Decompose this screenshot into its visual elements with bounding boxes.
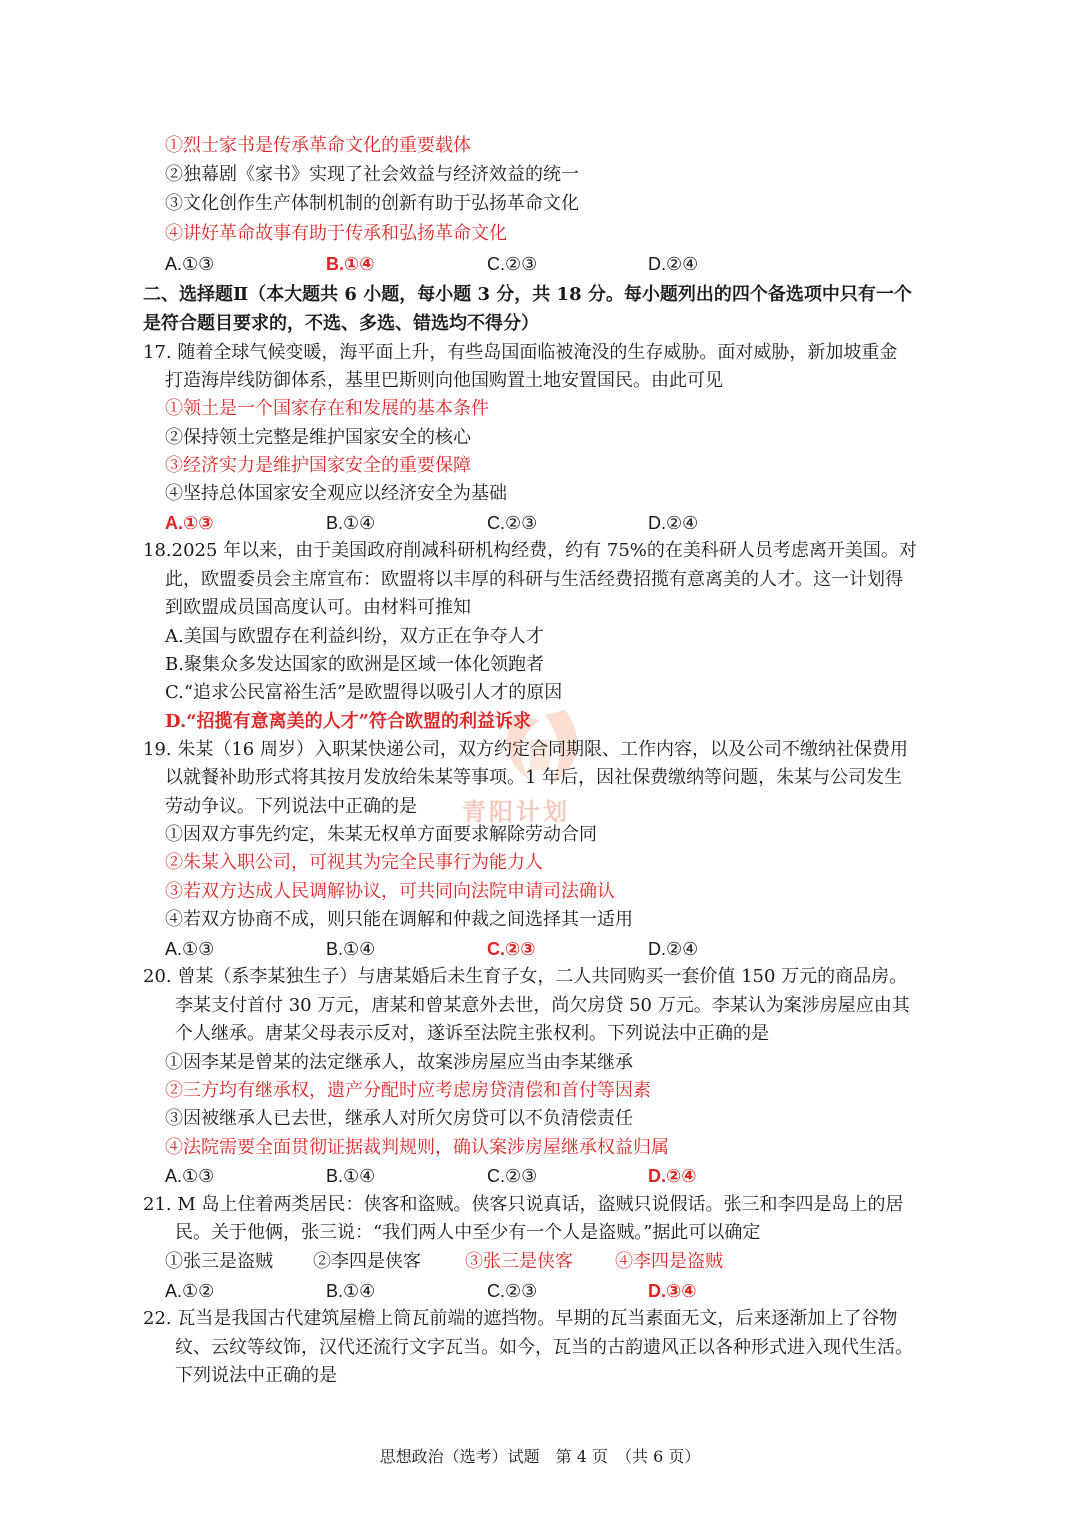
q20-option-d: D.②④ xyxy=(648,1166,697,1186)
q19-statement-3: ③若双方达成人民调解协议，可共同向法院申请司法确认 xyxy=(165,881,615,902)
q20-statement-1: ①因李某是曾某的法定继承人，故案涉房屋应当由李某继承 xyxy=(165,1052,633,1073)
q20-stem-line-1: 20. 曾某（系李某独生子）与唐某婚后未生育子女，二人共同购买一套价值 150 万元的商品房。 xyxy=(143,966,908,987)
q17-option-a: A.①③ xyxy=(165,513,214,533)
q18-option-b: B.聚集众多发达国家的欧洲是区域一体化领跑者 xyxy=(165,654,544,675)
q18-stem-line-2: 此，欧盟委员会主席宣布：欧盟将以丰厚的科研与生活经费招揽有意离美的人才。这一计划得 xyxy=(165,569,903,590)
q18-option-d: D.“招揽有意离美的人才”符合欧盟的利益诉求 xyxy=(165,711,531,732)
q16-statement-4: ④讲好革命故事有助于传承和弘扬革命文化 xyxy=(165,223,507,244)
q21-option-d: D.③④ xyxy=(648,1281,697,1301)
q20-stem-line-3: 个人继承。唐某父母表示反对，遂诉至法院主张权利。下列说法中正确的是 xyxy=(175,1023,769,1044)
q18-option-c: C.“追求公民富裕生活”是欧盟得以吸引人才的原因 xyxy=(165,682,563,703)
q21-statement-2: ②李四是侠客 xyxy=(313,1251,421,1272)
q20-option-a: A.①③ xyxy=(165,1166,215,1186)
q19-stem-line-1: 19. 朱某（16 周岁）入职某快递公司，双方约定合同期限、工作内容，以及公司不缴纳社保费用 xyxy=(143,739,908,760)
q17-statement-3: ③经济实力是维护国家安全的重要保障 xyxy=(165,455,471,476)
q18-option-a: A.美国与欧盟存在利益纠纷，双方正在争夺人才 xyxy=(165,626,544,647)
q21-statement-1: ①张三是盗贼 xyxy=(165,1251,273,1272)
q17-stem-line-2: 打造海岸线防御体系，基里巴斯则向他国购置土地安置国民。由此可见 xyxy=(165,370,723,391)
q19-statement-2: ②朱某入职公司，可视其为完全民事行为能力人 xyxy=(165,852,543,873)
q21-statement-4: ④李四是盗贼 xyxy=(615,1251,723,1272)
q16-statement-2: ②独幕剧《家书》实现了社会效益与经济效益的统一 xyxy=(165,164,579,185)
q16-statement-1: ①烈士家书是传承革命文化的重要载体 xyxy=(165,135,471,156)
q21-option-a: A.①② xyxy=(165,1281,215,1301)
page-footer: 思想政治（选考）试题 第 4 页 （共 6 页） xyxy=(379,1447,701,1466)
watermark-text: 青阳计划 xyxy=(462,798,570,826)
q21-option-b: B.①④ xyxy=(326,1281,376,1301)
q16-option-a: A.①③ xyxy=(165,254,215,274)
q20-statement-4: ④法院需要全面贯彻证据裁判规则，确认案涉房屋继承权益归属 xyxy=(165,1137,669,1158)
q18-stem-line-1: 18.2025 年以来，由于美国政府削减科研机构经费，约有 75%的在美科研人员考虑离开美国。对 xyxy=(143,540,917,561)
q19-stem-line-3: 劳动争议。下列说法中正确的是 xyxy=(165,796,417,817)
q20-statement-2: ②三方均有继承权，遗产分配时应考虑房贷清偿和首付等因素 xyxy=(165,1080,651,1101)
q20-stem-line-2: 李某支付首付 30 万元，唐某和曾某意外去世，尚欠房贷 50 万元。李某认为案涉房屋应由其 xyxy=(175,995,910,1016)
q17-stem-line-1: 17. 随着全球气候变暖，海平面上升，有些岛国面临被淹没的生存威胁。面对威胁，新加坡重金 xyxy=(143,342,898,363)
q19-option-c: C.②③ xyxy=(487,939,536,959)
q21-stem-line-1: 21. M 岛上住着两类居民：侠客和盗贼。侠客只说真话，盗贼只说假话。张三和李四是岛上的居 xyxy=(143,1194,904,1215)
q19-option-d: D.②④ xyxy=(648,939,699,959)
q17-statement-4: ④坚持总体国家安全观应以经济安全为基础 xyxy=(165,483,507,504)
q19-option-a: A.①③ xyxy=(165,939,215,959)
q17-statement-1: ①领土是一个国家存在和发展的基本条件 xyxy=(165,398,489,419)
q21-statement-3: ③张三是侠客 xyxy=(465,1251,573,1272)
q17-option-b: B.①④ xyxy=(326,513,376,533)
section-heading-line-2: 是符合题目要求的，不选、多选、错选均不得分） xyxy=(143,313,539,334)
q16-statement-3: ③文化创作生产体制机制的创新有助于弘扬革命文化 xyxy=(165,193,579,214)
q16-option-c: C.②③ xyxy=(487,254,538,274)
q21-stem-line-2: 民。关于他俩，张三说：“我们两人中至少有一个人是盗贼。”据此可以确定 xyxy=(175,1222,761,1243)
q18-stem-line-3: 到欧盟成员国高度认可。由材料可推知 xyxy=(165,597,471,618)
q22-stem-line-3: 下列说法中正确的是 xyxy=(175,1365,337,1386)
q19-option-b: B.①④ xyxy=(326,939,376,959)
q17-statement-2: ②保持领土完整是维护国家安全的核心 xyxy=(165,427,471,448)
q20-option-b: B.①④ xyxy=(326,1166,376,1186)
q19-stem-line-2: 以就餐补助形式将其按月发放给朱某等事项。1 年后，因社保费缴纳等问题，朱某与公司发生 xyxy=(165,767,903,788)
q20-statement-3: ③因被继承人已去世，继承人对所欠房贷可以不负清偿责任 xyxy=(165,1108,633,1129)
q19-statement-4: ④若双方协商不成，则只能在调解和仲裁之间选择其一适用 xyxy=(165,909,633,930)
q17-option-c: C.②③ xyxy=(487,513,538,533)
q16-option-b: B.①④ xyxy=(326,254,375,274)
q22-stem-line-1: 22. 瓦当是我国古代建筑屋檐上筒瓦前端的遮挡物。早期的瓦当素面无文，后来逐渐加上了谷物 xyxy=(143,1308,898,1329)
q17-option-d: D.②④ xyxy=(648,513,699,533)
q21-option-c: C.②③ xyxy=(487,1281,538,1301)
q22-stem-line-2: 纹、云纹等纹饰，汉代还流行文字瓦当。如今，瓦当的古韵遗风正以各种形式进入现代生活。 xyxy=(175,1337,913,1358)
q16-option-d: D.②④ xyxy=(648,254,699,274)
section-heading-line-1: 二、选择题Ⅱ（本大题共 6 小题，每小题 3 分，共 18 分。每小题列出的四个备选项中只有一个 xyxy=(143,284,912,305)
q20-option-c: C.②③ xyxy=(487,1166,538,1186)
q19-statement-1: ①因双方事先约定，朱某无权单方面要求解除劳动合同 xyxy=(165,824,597,845)
